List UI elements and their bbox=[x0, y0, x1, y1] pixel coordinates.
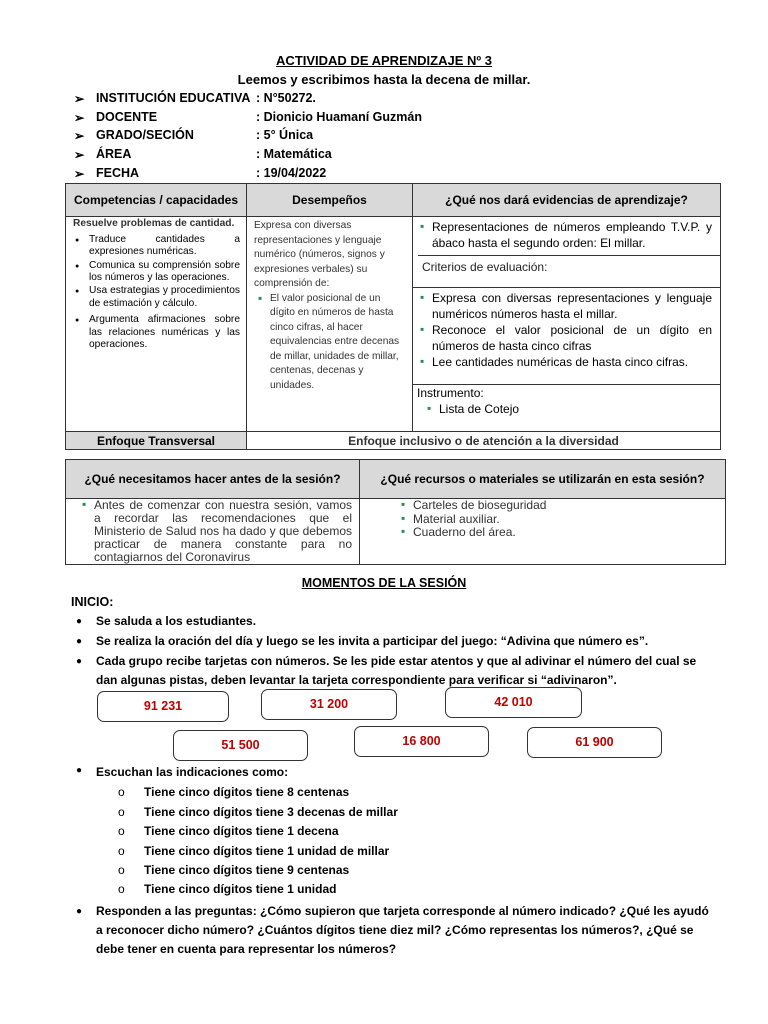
list-item: ● Traduce cantidades a expresiones numéricas. bbox=[89, 234, 240, 259]
header-label: FECHA bbox=[96, 166, 140, 180]
competencia-text: Resuelve problemas de cantidad. bbox=[73, 218, 235, 229]
bullet-icon: ● bbox=[76, 765, 83, 776]
recursos-cell bbox=[360, 499, 726, 565]
arrow-bullet-icon: ➢ bbox=[74, 129, 85, 143]
bullet-icon: ● bbox=[76, 656, 83, 667]
document-subtitle: Leemos y escribimos hasta la decena de millar. bbox=[237, 72, 531, 87]
criterios-list bbox=[432, 290, 712, 370]
number-card: 31 200 bbox=[261, 689, 397, 720]
circle-bullet-icon: o bbox=[118, 863, 125, 877]
desempeno-list bbox=[254, 292, 406, 394]
criterios-title: Criterios de evaluación: bbox=[418, 255, 720, 275]
list-item: ▪ Carteles de bioseguridad bbox=[413, 499, 719, 513]
momentos-title: MOMENTOS DE LA SESIÓN bbox=[301, 576, 467, 590]
inicio-item-text: Se saluda a los estudiantes. bbox=[96, 614, 257, 628]
number-card: 42 010 bbox=[445, 687, 582, 718]
header-value: : 19/04/2022 bbox=[256, 166, 327, 180]
header-value: : 5° Única bbox=[256, 128, 314, 142]
number-card: 16 800 bbox=[354, 726, 489, 757]
inicio-list bbox=[76, 612, 716, 690]
bullet-icon: ● bbox=[76, 636, 83, 647]
inicio-label: INICIO: bbox=[71, 595, 114, 609]
col-desempenos-header: Desempeños bbox=[247, 184, 413, 217]
list-item bbox=[76, 612, 716, 631]
inicio-item-text: Cada grupo recibe tarjetas con números. Se les pide estar atentos y que al adivinar el número del cual se dan algunas pistas, deben levantar la tarjeta correspondiente para verificar si “adivinaron”. bbox=[96, 654, 697, 687]
competencias-table bbox=[65, 183, 721, 450]
instrumento-list bbox=[417, 401, 716, 417]
list-item: ▪ Expresa con diversas representaciones y lenguaje numéricos números hasta el millar. bbox=[432, 290, 712, 322]
desempeno-intro: Expresa con diversas representaciones y lenguaje numérico (números, signos y expresiones verbales) su comprensión de: bbox=[254, 220, 385, 289]
bullet-icon: ● bbox=[76, 906, 83, 917]
pista-text: Tiene cinco dígitos tiene 9 centenas bbox=[144, 863, 350, 877]
recursos-list bbox=[413, 499, 719, 540]
header-value: : N°50272. bbox=[256, 91, 316, 105]
pista-text: Tiene cinco dígitos tiene 1 decena bbox=[144, 824, 339, 838]
list-item bbox=[76, 652, 716, 690]
circle-bullet-icon: o bbox=[118, 785, 125, 799]
capacidades-list bbox=[73, 234, 240, 352]
list-item: ▪ Representaciones de números empleando T.V.P. y ábaco hasta el segundo orden: El millar. bbox=[432, 219, 712, 251]
header-label: INSTITUCIÓN EDUCATIVA bbox=[96, 91, 251, 105]
list-item: ▪ Lista de Cotejo bbox=[439, 401, 716, 417]
antes-list bbox=[94, 499, 352, 564]
header-label: DOCENTE bbox=[96, 110, 158, 124]
enfoque-value: Enfoque inclusivo o de atención a la diversidad bbox=[247, 432, 721, 450]
evidencia-list bbox=[432, 219, 712, 251]
instrumento-cell bbox=[413, 385, 721, 432]
escuchan-item bbox=[76, 765, 288, 779]
number-card: 51 500 bbox=[173, 730, 308, 761]
pista-text: Tiene cinco dígitos tiene 3 decenas de millar bbox=[144, 805, 398, 819]
pista-text: Tiene cinco dígitos tiene 1 unidad bbox=[144, 882, 337, 896]
list-item: ● Usa estrategias y procedimientos de estimación y cálculo. bbox=[89, 285, 240, 310]
competencias-cell bbox=[66, 217, 247, 432]
number-card: 91 231 bbox=[97, 691, 229, 722]
circle-bullet-icon: o bbox=[118, 805, 125, 819]
bullet-icon: ● bbox=[76, 616, 83, 627]
arrow-bullet-icon: ➢ bbox=[74, 167, 85, 181]
list-item: ▪ El valor posicional de un dígito en números de hasta cinco cifras, al hacer equivalencias entre decenas de millar, unidades de millar, centenas, decenas y unidades. bbox=[270, 292, 406, 394]
list-item: ▪ Material auxiliar. bbox=[413, 513, 719, 527]
arrow-bullet-icon: ➢ bbox=[74, 92, 85, 106]
escuchan-text: Escuchan las indicaciones como: bbox=[96, 765, 289, 779]
pista-text: Tiene cinco dígitos tiene 8 centenas bbox=[144, 785, 350, 799]
list-item: ▪ Reconoce el valor posicional de un dígito en números de hasta cinco cifras bbox=[432, 322, 712, 354]
desempenos-cell bbox=[247, 217, 413, 432]
antes-cell bbox=[66, 499, 360, 565]
document-title: ACTIVIDAD DE APRENDIZAJE Nº 3 bbox=[276, 53, 492, 68]
number-card: 61 900 bbox=[527, 727, 662, 758]
enfoque-label: Enfoque Transversal bbox=[66, 432, 247, 450]
circle-bullet-icon: o bbox=[118, 824, 125, 838]
header-value: : Matemática bbox=[256, 147, 332, 161]
header-label: GRADO/SECIÓN bbox=[96, 128, 194, 142]
list-item: ● Comunica su comprensión sobre los números y las operaciones. bbox=[89, 260, 240, 285]
list-item: ▪ Cuaderno del área. bbox=[413, 526, 719, 540]
list-item bbox=[76, 632, 716, 651]
col-evidencias-header: ¿Qué nos dará evidencias de aprendizaje? bbox=[413, 184, 721, 217]
preparacion-table bbox=[65, 459, 726, 565]
evidencia-cell bbox=[413, 217, 721, 288]
inicio-item-text: Se realiza la oración del día y luego se les invita a participar del juego: “Adivina que número es”. bbox=[96, 634, 649, 648]
recursos-header: ¿Qué recursos o materiales se utilizarán en esta sesión? bbox=[360, 460, 726, 499]
pista-text: Tiene cinco dígitos tiene 1 unidad de millar bbox=[144, 844, 390, 858]
circle-bullet-icon: o bbox=[118, 844, 125, 858]
preguntas-item bbox=[76, 902, 716, 959]
antes-header: ¿Qué necesitamos hacer antes de la sesión? bbox=[66, 460, 360, 499]
list-item: ▪ Lee cantidades numéricas de hasta cinco cifras. bbox=[432, 354, 712, 370]
arrow-bullet-icon: ➢ bbox=[74, 148, 85, 162]
list-item: ▪ Antes de comenzar con nuestra sesión, vamos a recordar las recomendaciones que el Ministerio de Salud nos ha dado y que debemos practicar de manera constante para no contagiarnos del Coronavirus bbox=[94, 499, 352, 564]
circle-bullet-icon: o bbox=[118, 882, 125, 896]
col-competencias-header: Competencias / capacidades bbox=[66, 184, 247, 217]
header-value: : Dionicio Huamaní Guzmán bbox=[256, 110, 422, 124]
preguntas-text: Responden a las preguntas: ¿Cómo supieron que tarjeta corresponde al número indicado? ¿Qué les ayudó a reconocer dicho número? ¿Cuántos dígitos tiene diez mil? ¿Cómo representas los números?, ¿Qué se debe tener en cuenta para representar los números? bbox=[96, 904, 709, 956]
list-item: ● Argumenta afirmaciones sobre las relaciones numéricas y las operaciones. bbox=[89, 314, 240, 352]
instrumento-title: Instrumento: bbox=[417, 386, 484, 400]
header-label: ÁREA bbox=[96, 147, 132, 161]
arrow-bullet-icon: ➢ bbox=[74, 111, 85, 125]
criterios-cell bbox=[413, 288, 721, 385]
